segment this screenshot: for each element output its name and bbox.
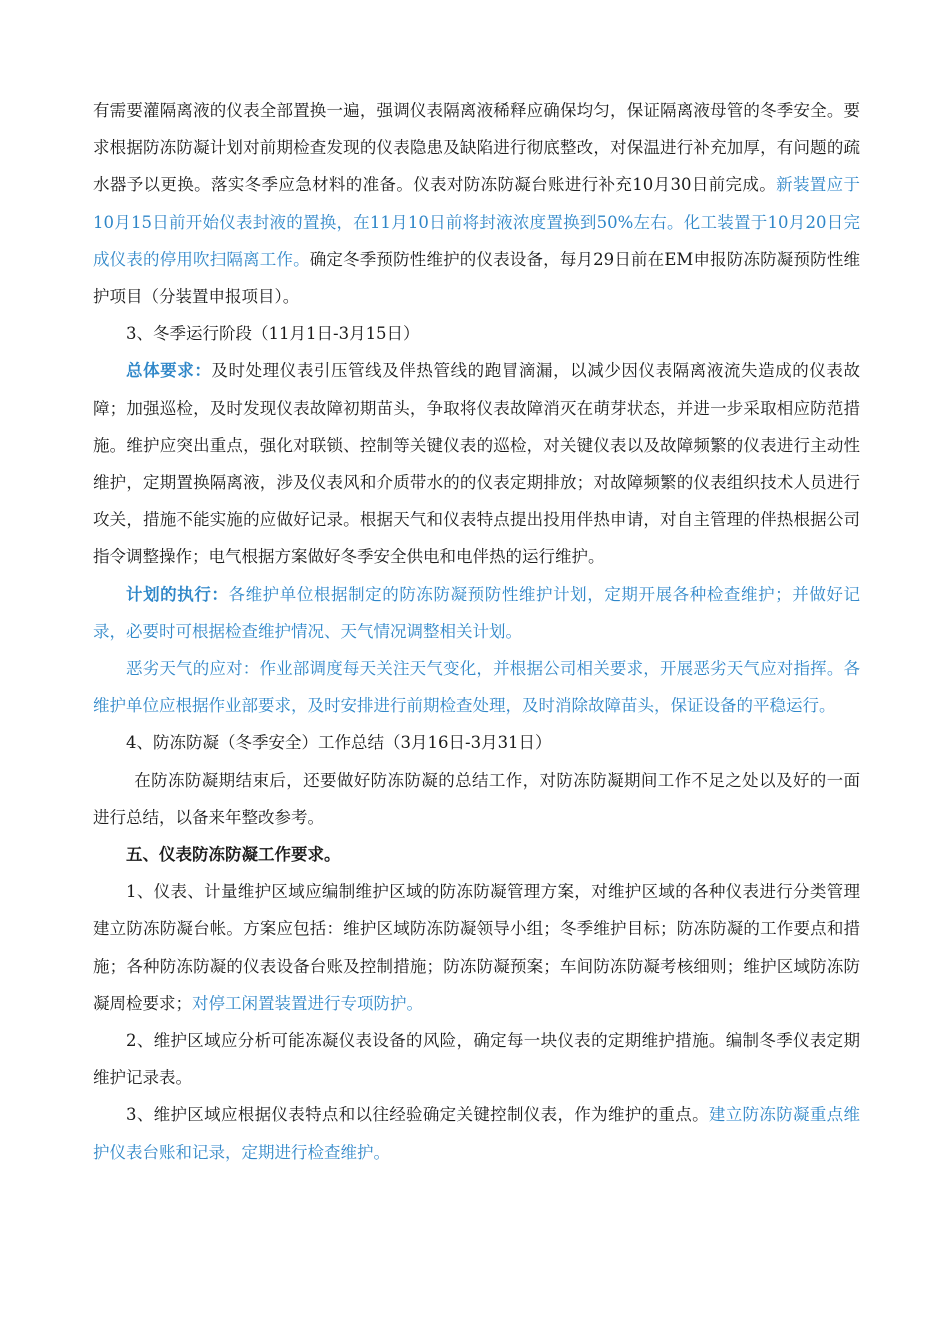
paragraph-text: 有需要灌隔离液的仪表全部置换一遍，强调仪表隔离液稀释应确保均匀，保证隔离液母管的冬季安全。要求根据防冻防凝计划对前期检查发现的仪表隐患及缺陷进行彻底整改，对保温进行补充加厚，有问题的疏水器予以更换。落实冬季应急材料的准备。仪表对防冻防凝台账进行补充10月30日前完成。 bbox=[93, 101, 860, 195]
paragraph-requirement-3 bbox=[93, 1096, 860, 1170]
section-heading-summary: 4、防冻防凝（冬季安全）工作总结（3月16日-3月31日） bbox=[126, 733, 552, 753]
paragraph-prep-stage bbox=[93, 92, 860, 315]
section-heading-winter-operation: 3、冬季运行阶段（11月1日-3月15日） bbox=[126, 324, 420, 344]
paragraph-requirement-1 bbox=[93, 873, 860, 1022]
paragraph-plan-execution bbox=[93, 576, 860, 650]
document-page bbox=[93, 92, 860, 1171]
paragraph-summary: 在防冻防凝期结束后，还要做好防冻防凝的总结工作，对防冻防凝期间工作不足之处以及好的一面进行总结，以备来年整改参考。 bbox=[93, 770, 860, 827]
paragraph-text: 及时处理仪表引压管线及伴热管线的跑冒滴漏，以减少因仪表隔离液流失造成的仪表故障；加强巡检，及时发现仪表故障初期苗头，争取将仪表故障消灭在萌芽状态，并进一步采取相应防范措施。维护应突出重点，强化对联锁、控制等关键仪表的巡检，对关键仪表以及故障频繁的仪表进行主动性维护，定期置换隔离液，涉及仪表风和介质带水的的仪表定期排放；对故障频繁的仪表组织技术人员进行攻关，措施不能实施的应做好记录。根据天气和仪表特点提出投用伴热申请，对自主管理的伴热根据公司指令调整操作；电气根据方案做好冬季安全供电和电伴热的运行维护。 bbox=[93, 361, 861, 567]
highlight-text: 新装置应于10月15日前开始仪表封液的置换，在11月10日前将封液浓度置换到50%左右。化工装置于10月20日完成仪表的停用吹扫隔离工作。 bbox=[93, 175, 861, 269]
highlight-text: 建立防冻防凝重点维护仪表台账和记录，定期进行检查维护。 bbox=[93, 1105, 861, 1162]
paragraph-requirement-2: 2、维护区域应分析可能冻凝仪表设备的风险，确定每一块仪表的定期维护措施。编制冬季仪表定期维护记录表。 bbox=[93, 1031, 860, 1088]
paragraph-bad-weather: 恶劣天气的应对：作业部调度每天关注天气变化，并根据公司相关要求，开展恶劣天气应对指挥。各维护单位应根据作业部要求，及时安排进行前期检查处理，及时消除故障苗头，保证设备的平稳运行。 bbox=[93, 659, 860, 716]
chapter-heading-requirements: 五、仪表防冻防凝工作要求。 bbox=[126, 845, 341, 865]
highlight-text: 对停工闲置装置进行专项防护。 bbox=[192, 993, 423, 1013]
paragraph-text: 各维护单位根据制定的防冻防凝预防性维护计划，定期开展各种检查维护；并做好记录，必要时可根据检查维护情况、天气情况调整相关计划。 bbox=[93, 584, 860, 641]
paragraph-text: 1、仪表、计量维护区域应编制维护区域的防冻防凝管理方案，对维护区域的各种仪表进行分类管理建立防冻防凝台帐。方案应包括：维护区域防冻防凝领导小组；冬季维护目标；防冻防凝的工作要点和措施；各种防冻防凝的仪表设备台账及控制措施；防冻防凝预案；车间防冻防凝考核细则；维护区域防冻防凝周检要求； bbox=[93, 882, 860, 1013]
paragraph-general-requirements bbox=[93, 352, 860, 575]
general-requirements-label: 总体要求： bbox=[126, 361, 212, 381]
paragraph-text: 确定冬季预防性维护的仪表设备，每月29日前在EM申报防冻防凝预防性维护项目（分装置申报项目）。 bbox=[93, 249, 860, 307]
paragraph-text: 3、维护区域应根据仪表特点和以往经验确定关键控制仪表，作为维护的重点。 bbox=[126, 1105, 709, 1125]
plan-execution-label: 计划的执行： bbox=[126, 584, 229, 604]
